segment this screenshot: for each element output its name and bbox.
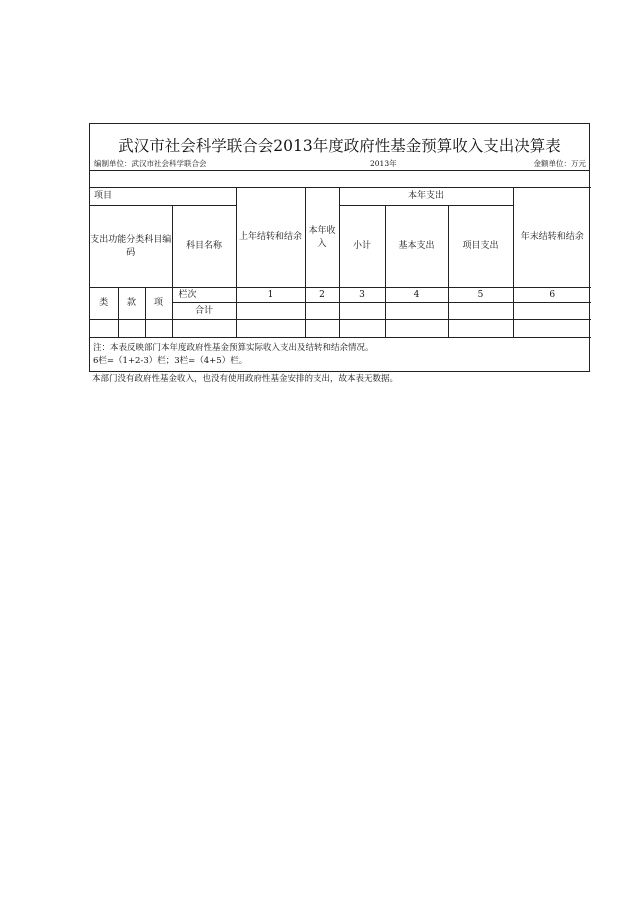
header-project-expense: 项目支出 [448, 206, 513, 288]
no-data-statement: 本部门没有政府性基金收入，也没有使用政府性基金安排的支出，故本表无数据。 [92, 374, 399, 384]
header-class: 类 [90, 288, 118, 320]
empty-cell [236, 320, 305, 338]
header-section: 款 [118, 288, 145, 320]
column-number: 4 [385, 288, 448, 303]
table-row [90, 320, 591, 338]
header-prev-balance: 上年结转和结余 [236, 188, 305, 288]
header-subject-name: 科目名称 [172, 206, 236, 288]
header-current-year-expense: 本年支出 [339, 188, 513, 206]
empty-cell [305, 320, 339, 338]
report-year: 2013年 [370, 159, 397, 168]
empty-cell [145, 320, 172, 338]
total-cell [385, 303, 448, 320]
total-label: 合计 [172, 303, 236, 320]
note-line-2: 6栏=（1+2-3）栏；3栏=（4+5）栏。 [93, 356, 248, 366]
note-line-1: 注：本表反映部门本年度政府性基金预算实际收入支出及结转和结余情况。 [93, 343, 374, 353]
column-number: 1 [236, 288, 305, 303]
report-frame [89, 123, 590, 338]
total-cell [305, 303, 339, 320]
header-item: 项 [145, 288, 172, 320]
empty-cell [513, 320, 591, 338]
amount-unit: 金额单位：万元 [533, 159, 586, 168]
budget-table [90, 187, 591, 338]
header-subtotal: 小计 [339, 206, 385, 288]
header-current-income: 本年收入 [305, 188, 339, 288]
total-cell [339, 303, 385, 320]
column-number: 3 [339, 288, 385, 303]
empty-cell [172, 320, 236, 338]
empty-cell [118, 320, 145, 338]
empty-cell [448, 320, 513, 338]
header-project: 项目 [90, 188, 236, 206]
column-number: 5 [448, 288, 513, 303]
column-number: 6 [513, 288, 591, 303]
header-spacer [90, 170, 589, 187]
total-cell [236, 303, 305, 320]
report-sheet [89, 123, 590, 386]
header-basic-expense: 基本支出 [385, 206, 448, 288]
column-number: 2 [305, 288, 339, 303]
report-title: 武汉市社会科学联合会2013年度政府性基金预算收入支出决算表 [118, 137, 561, 155]
empty-cell [339, 320, 385, 338]
table-notes [89, 338, 590, 372]
column-no-label: 栏次 [172, 288, 236, 303]
empty-cell [385, 320, 448, 338]
report-meta [90, 157, 589, 170]
total-cell [448, 303, 513, 320]
empty-cell [90, 320, 118, 338]
compiling-unit: 编制单位：武汉市社会科学联合会 [94, 159, 207, 168]
header-func-code: 支出功能分类科目编码 [90, 206, 172, 288]
header-year-end-balance: 年末结转和结余 [513, 188, 591, 288]
total-cell [513, 303, 591, 320]
